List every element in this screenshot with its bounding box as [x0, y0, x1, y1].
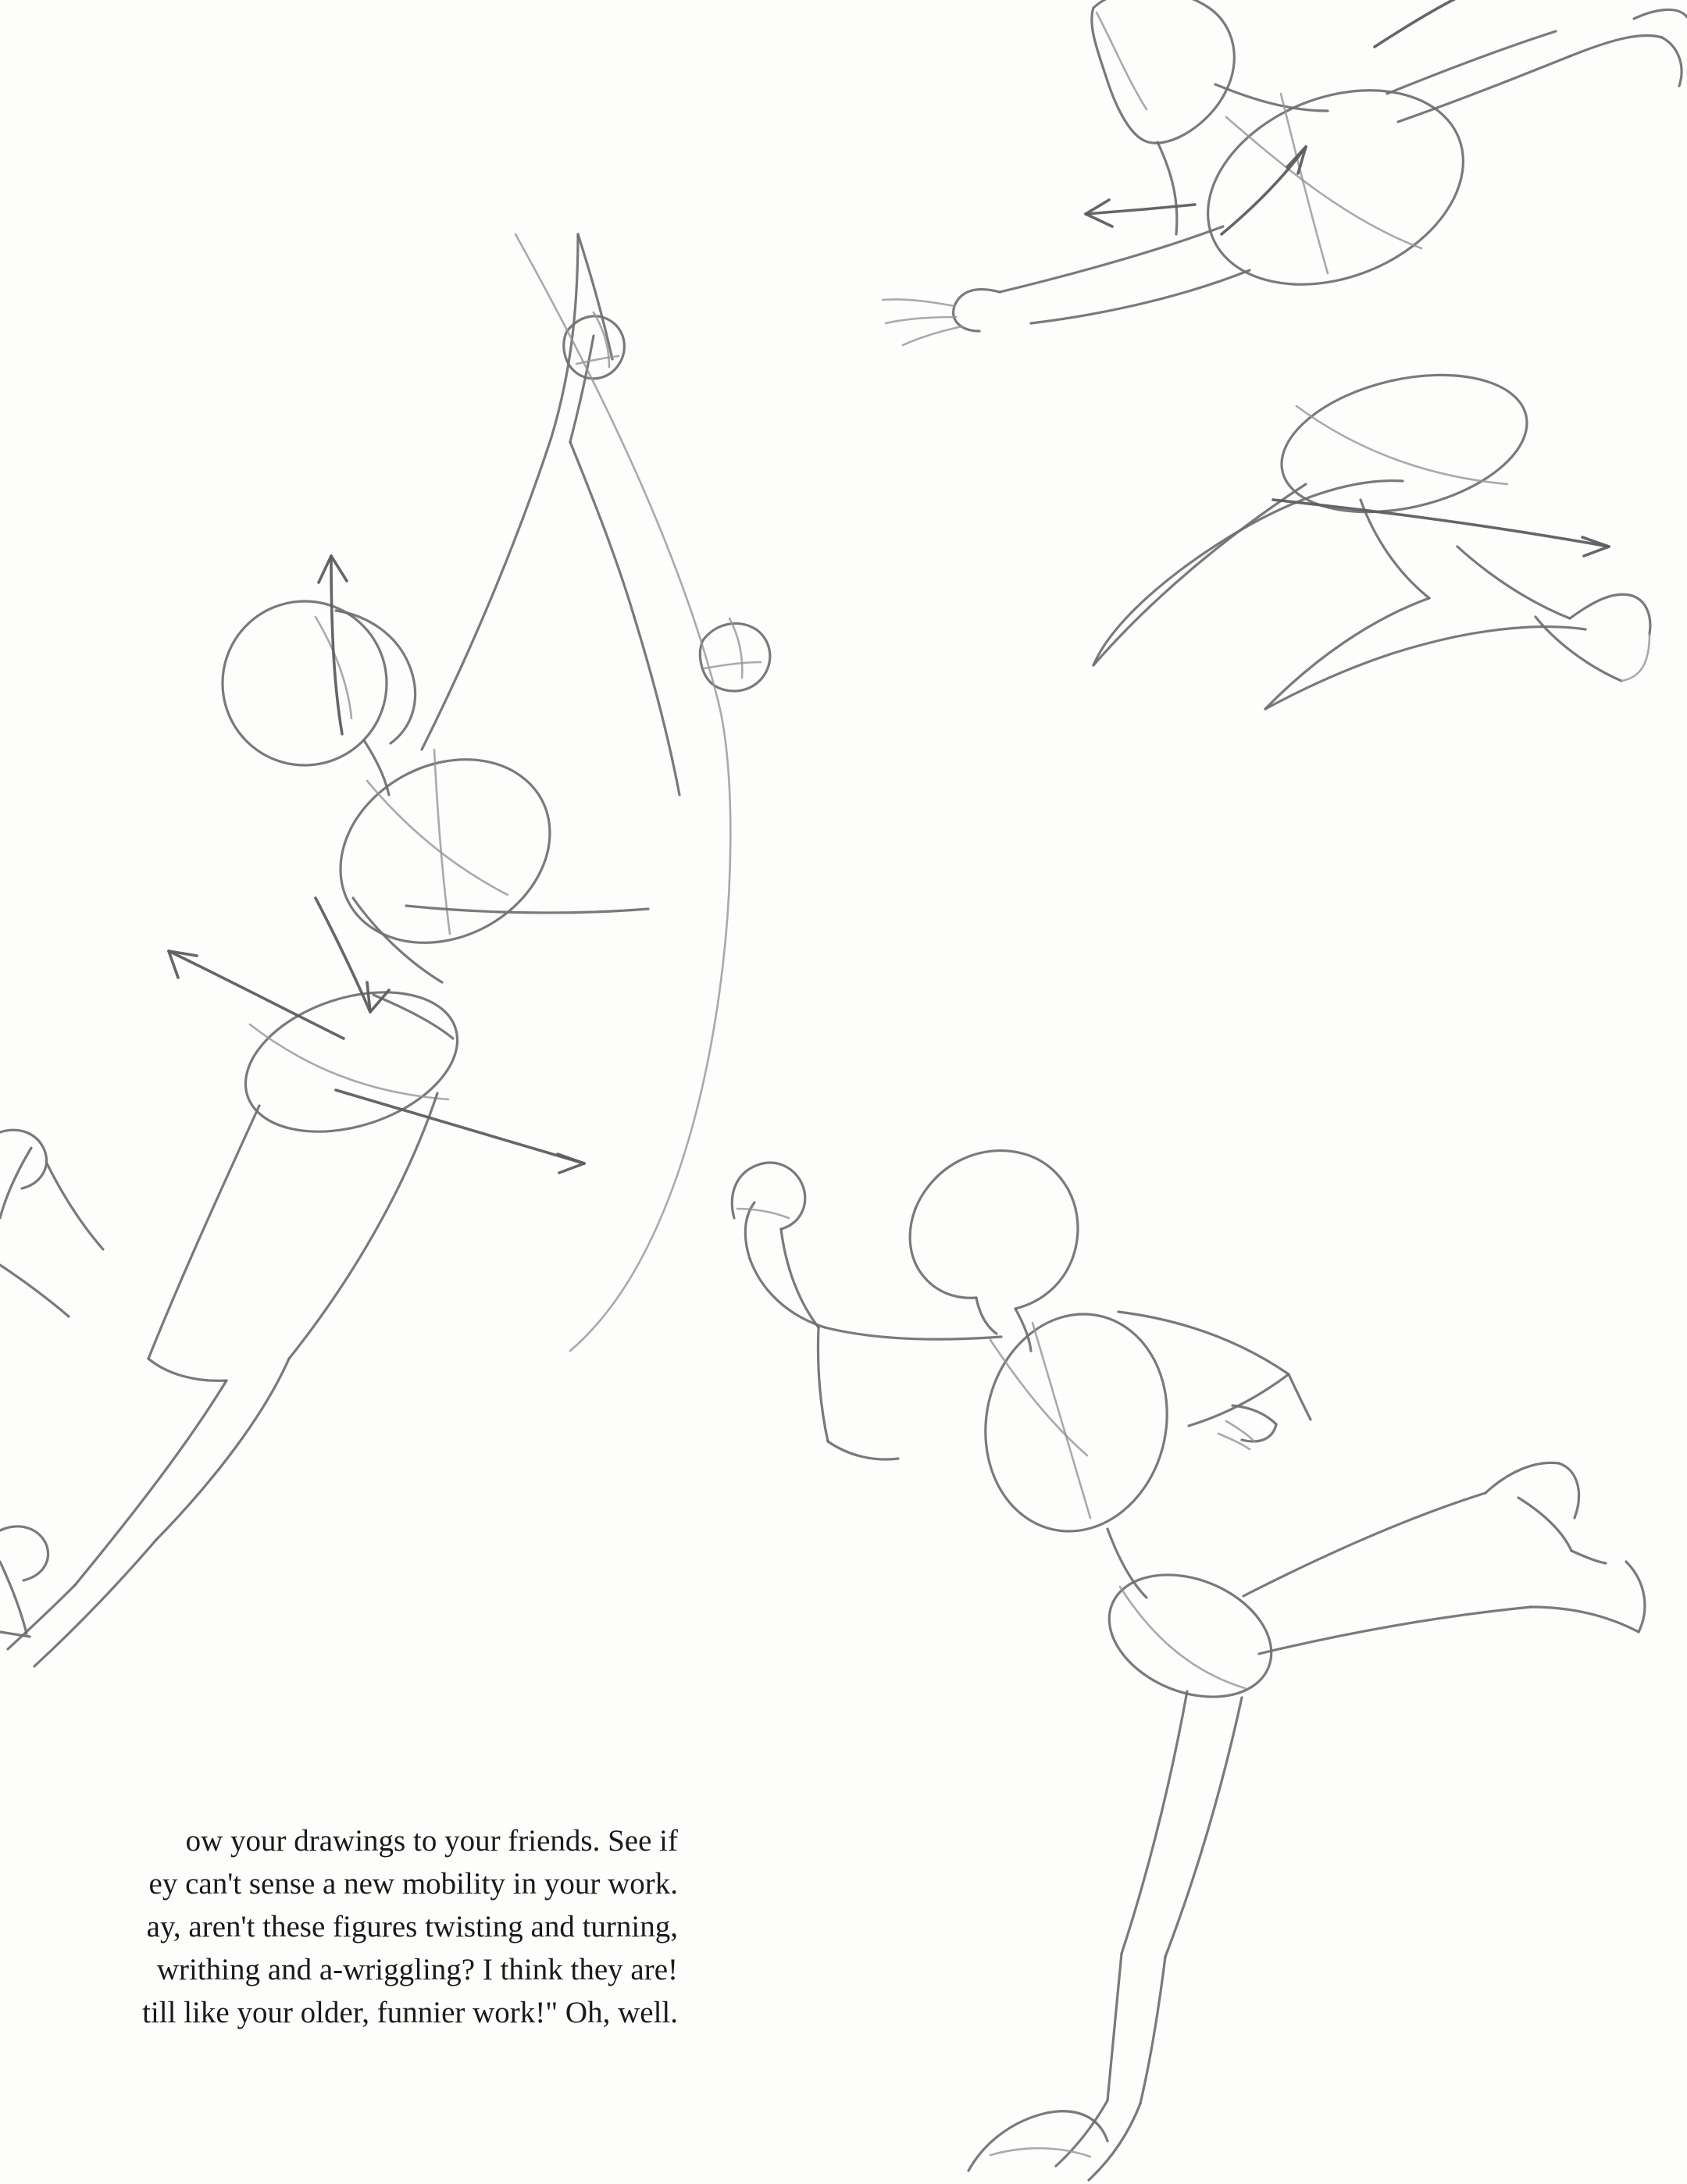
caption-line-2: ey can't sense a new mobility in your work.	[148, 1867, 678, 1901]
caption-line-4: writhing and a-wriggling? I think they are!	[156, 1953, 678, 1986]
body-text-paragraph	[0, 1819, 694, 2034]
figure-lower-right	[732, 1151, 1645, 2180]
caption-line-3: ay, aren't these figures twisting and turning,	[146, 1910, 678, 1944]
figure-upper-right	[883, 0, 1687, 709]
caption-line-1: ow your drawings to your friends. See if	[185, 1824, 678, 1858]
figure-center-left	[0, 234, 770, 1666]
caption-line-5: till like your older, funnier work!" Oh, well.	[142, 1996, 678, 2029]
